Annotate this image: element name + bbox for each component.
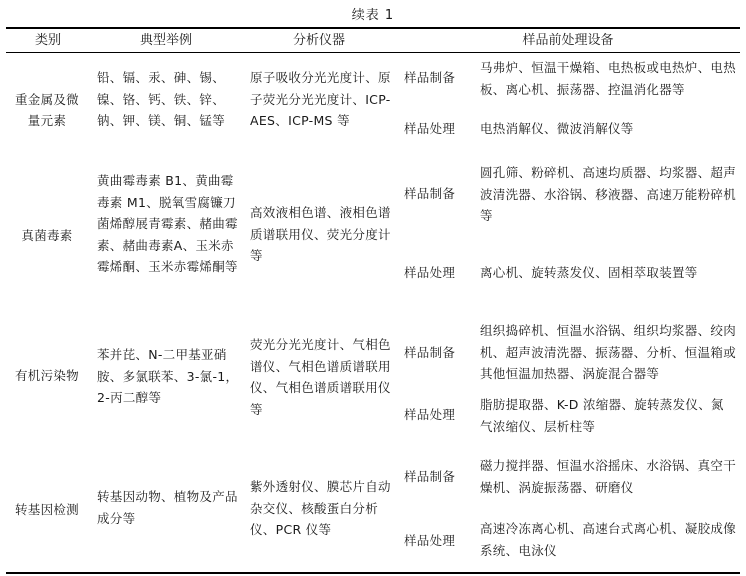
row1-proc-equipment: 电热消解仪、微波消解仪等: [480, 121, 634, 136]
row4-proc-equipment: 高速冷冻离心机、高速台式离心机、凝胶成像系统、电泳仪: [480, 521, 737, 558]
row2-proc-label: 样品处理: [404, 265, 456, 280]
row3-proc-label: 样品处理: [404, 407, 456, 422]
row2-prep-equipment: 圆孔筛、粉碎机、高速均质器、均浆器、超声波清洗器、水浴锅、移液器、高速万能粉碎机等: [480, 165, 737, 223]
row2-examples: 黄曲霉毒素 B1、黄曲霉毒素 M1、脱氧雪腐镰刀菌烯醇展青霉素、赭曲霉素、赭曲毒素A、玉米赤霉烯酮、玉米赤霉烯酮等: [97, 173, 238, 274]
header-examples: 典型举例: [139, 33, 192, 48]
row4-prep-equipment: 磁力搅拌器、恒温水浴摇床、水浴锅、真空干燥机、涡旋振荡器、研磨仪: [480, 458, 737, 495]
bottom-rule: [6, 572, 740, 574]
row4-prep-label: 样品制备: [404, 469, 456, 484]
row1-proc-label: 样品处理: [404, 121, 456, 136]
row4-category: 转基因检测: [14, 502, 79, 518]
row4-instrument: 紫外透射仪、膜芯片自动杂交仪、核酸蛋白分析仪、PCR 仪等: [250, 479, 391, 537]
row1-instrument: 原子吸收分光光度计、原子荧光分光光度计、ICP-AES、ICP-MS 等: [250, 70, 391, 128]
row1-prep-label: 样品制备: [404, 70, 456, 85]
header-instrument: 分析仪器: [292, 33, 345, 48]
header-equipment: 样品前处理设备: [522, 33, 614, 48]
row4-proc-label: 样品处理: [404, 533, 456, 548]
row3-prep-label: 样品制备: [404, 345, 456, 360]
table-caption: 续表 1: [351, 8, 395, 23]
row2-proc-equipment: 离心机、旋转蒸发仪、固相萃取装置等: [480, 265, 698, 280]
row3-category: 有机污染物: [14, 368, 79, 384]
row4-examples: 转基因动物、植物及产品成分等: [97, 489, 238, 526]
row3-proc-equipment: 脂肪提取器、K-D 浓缩器、旋转蒸发仪、氮气浓缩仪、层析柱等: [480, 397, 724, 434]
row3-prep-equipment: 组织捣碎机、恒温水浴锅、组织均浆器、绞肉机、超声波清洗器、振荡器、分析、恒温箱或其他恒温加热器、涡旋混合器等: [480, 323, 737, 381]
header-rule: [6, 52, 740, 53]
row3-instrument: 荧光分光光度计、气相色谱仪、气相色谱质谱联用仪、气相色谱质谱联用仪等: [250, 337, 391, 417]
row1-category: 重金属及微量元素: [14, 91, 79, 128]
row3-examples: 苯并芘、N-二甲基亚硝胺、多氯联苯、3-氯-1，2-丙二醇等: [97, 347, 239, 405]
row1-examples: 铅、镉、汞、砷、锡、镍、铬、钙、铁、锌、钠、钾、镁、铜、锰等: [97, 70, 226, 128]
row2-instrument: 高效液相色谱、液相色谱质谱联用仪、荧光分度计等: [250, 205, 391, 263]
row2-prep-label: 样品制备: [404, 186, 456, 201]
header-category: 类别: [34, 33, 61, 48]
row2-category: 真菌毒素: [21, 228, 73, 244]
row1-prep-equipment: 马弗炉、恒温干燥箱、电热板或电热炉、电热板、离心机、振荡器、控温消化器等: [480, 60, 737, 97]
